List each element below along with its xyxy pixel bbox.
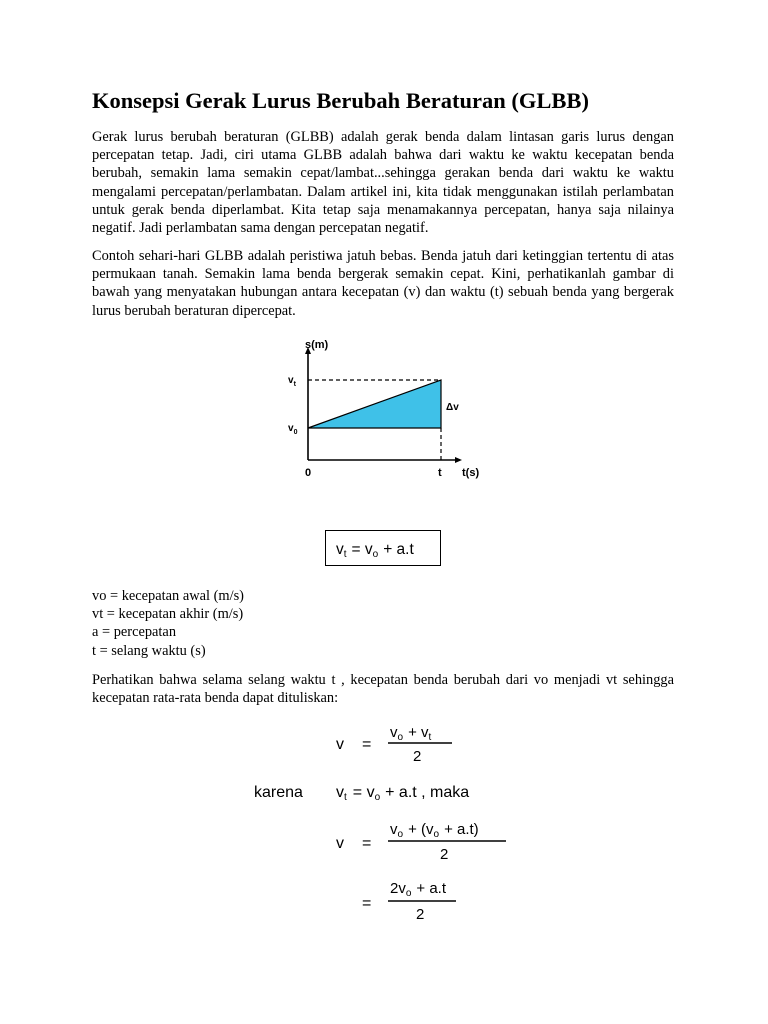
f3-denominator: 2: [416, 906, 425, 923]
f2-lhs: v: [336, 835, 344, 852]
paragraph-example: Contoh sehari-hari GLBB adalah peristiwa jatuh bebas. Benda jatuh dari ketinggian tertentu di atas permukaan tanah. Semakin lama benda bergerak semakin cepat. Kini, perhatikanlah gambar di bawah yang menyatakan hubungan antara kecepatan (v) dan waktu (t) sebuah benda yang bergerak lurus berubah beraturan dipercepat.: [92, 248, 674, 319]
x-axis-label: t(s): [462, 467, 480, 479]
v0-label: $v_0$: [288, 423, 298, 436]
paragraph-definition: Gerak lurus berubah beraturan (GLBB) adalah gerak benda dalam lintasan garis lurus dengan percepatan tetap. Jadi, ciri utama GLBB adalah bahwa dari waktu ke waktu kecepatan benda berubah, semakin lama semakin cepat/lambat...sehingga gerakan benda dari waktu ke waktu mengalami percepatan/perlambatan. Dalam artikel ini, kita tidak menggunakan istilah perlambatan untuk gerak benda diperlambat. Kita tetap saja menamakannya percepatan, hanya saja nilainya negatif. Jadi perlambatan sama dengan percepatan negatif.: [92, 129, 674, 237]
delta-v-label: Δv: [446, 402, 459, 413]
main-formula: vt = vo + a.t: [336, 541, 414, 560]
f1-denominator: 2: [413, 748, 422, 765]
f3-numerator: $2v_o + a.t$: [390, 880, 447, 899]
page-title: Konsepsi Gerak Lurus Berubah Beraturan (GLBB): [92, 88, 589, 113]
y-axis-label: s(m): [305, 339, 329, 351]
karena-label: karena: [254, 784, 303, 801]
definition-item: a = percepatan: [92, 624, 177, 641]
t-tick-label: t: [438, 467, 442, 479]
f2-denominator: 2: [440, 846, 449, 863]
paragraph-average-velocity: Perhatikan bahwa selama selang waktu t , kecepatan benda berubah dari vo menjadi vt sehingga kecepatan rata-rata benda dapat dituliskan:: [92, 672, 674, 707]
definition-item: vt = kecepatan akhir (m/s): [92, 606, 244, 623]
l2-formula: vt = vo + a.t , maka: [336, 784, 470, 803]
f1-numerator: $v_o + v_t$: [390, 724, 432, 743]
f1-lhs: v: [336, 736, 344, 753]
f2-numerator: $v_o + (v_o + a.t)$: [390, 821, 479, 840]
graph-shaded-area: [308, 380, 441, 428]
origin-label: 0: [305, 467, 312, 479]
definition-item: t = selang waktu (s): [92, 642, 206, 659]
f1-equals: =: [362, 736, 372, 753]
derivation-formulas: [240, 715, 540, 935]
velocity-time-graph: [278, 332, 498, 492]
f2-equals: =: [362, 835, 372, 852]
main-formula-box: [325, 530, 441, 566]
variable-definitions: [92, 587, 244, 660]
x-axis-arrow: [455, 457, 462, 463]
f3-equals: =: [362, 895, 372, 912]
definition-item: vo = kecepatan awal (m/s): [92, 588, 244, 604]
vt-label: $v_t$: [288, 375, 296, 388]
